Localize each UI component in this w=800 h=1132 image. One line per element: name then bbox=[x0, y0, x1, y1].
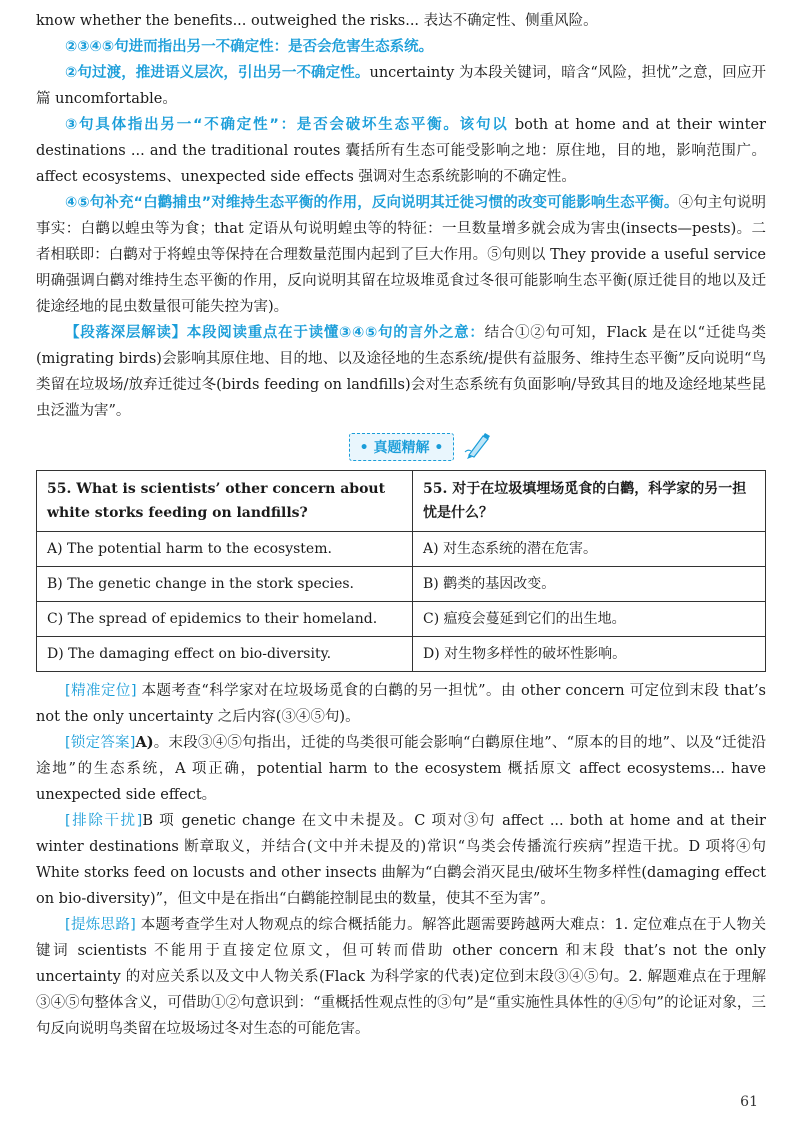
question-en: 55. What is scientists’ other concern about white storks feeding on landfills? bbox=[37, 471, 413, 532]
highlight-text: ②句过渡，推进语义层次，引出另一不确定性。 bbox=[65, 65, 370, 81]
banner-dot-left: • bbox=[359, 439, 369, 456]
highlight-text: 【段落深层解读】本段阅读重点在于读懂③④⑤句的言外之意： bbox=[65, 325, 485, 341]
paragraph-sentence-3 bbox=[36, 112, 766, 190]
analysis-locate bbox=[36, 678, 766, 730]
option-en: A) The potential harm to the ecosystem. bbox=[37, 532, 413, 567]
analysis-exclude bbox=[36, 808, 766, 912]
table-row bbox=[37, 637, 766, 672]
body-text: B 项 genetic change 在文中未提及。C 项对③句 affect ... both at home and at their winter destinations 断章取义，并结合(文中并未提及的)常识“鸟类会传播流行疾病”捏造干扰。D 项将④句 White storks feed on locusts and other insects 曲解为“白鹳会消灭昆虫/破坏生物多样性(damaging effect on bio-diversity)”，但文中是在指出“白鹳能控制昆虫的数量，使其不至为害”。 bbox=[36, 813, 766, 907]
paragraph-continued: know whether the benefits... outweighed the risks... 表达不确定性、侧重风险。 bbox=[36, 13, 598, 29]
body-text: 。末段③④⑤句指出，迁徙的鸟类很可能会影响“白鹳原住地”、“原本的目的地”、以及“迁徙沿途地”的生态系统，A 项正确，potential harm to the ecosystem 概括原文 affect ecosystems... have unexpected side effect。 bbox=[36, 735, 766, 803]
paragraph-sentence-2 bbox=[36, 60, 766, 112]
analysis-think bbox=[36, 912, 766, 1042]
question-zh: 55. 对于在垃圾填埋场觅食的白鹳，科学家的另一担忧是什么？ bbox=[413, 471, 766, 532]
body-text: 结合①②句可知，Flack 是在以“迁徙鸟类(migrating birds)会影响其原住地、目的地、以及途径地的生态系统/提供有益服务、维持生态平衡”反向说明“鸟类留在垃圾场/放弃迁徙过冬(birds feeding on landfills)会对生态系统有负面影响/导致其目的地及途经地某些昆虫泛滥为害”。 bbox=[36, 325, 766, 419]
option-zh: A) 对生态系统的潜在危害。 bbox=[413, 532, 766, 567]
body-text: ④句主句说明事实：白鹳以蝗虫等为食；that 定语从句说明蝗虫等的特征：一旦数量增多就会成为害虫(insects—pests)。二者相联即：白鹳对于将蝗虫等保持在合理数量范围内起到了巨大作用。⑤句则以 They provide a useful service 明确强调白鹳对维持生态平衡的作用，反向说明其留在垃圾堆觅食过冬很可能影响生态平衡(原迁徙目的地以及迁徙途经地的昆虫数量很可能失控为害)。 bbox=[36, 195, 766, 315]
section-banner bbox=[36, 430, 766, 464]
banner-title: 真题精解 bbox=[373, 439, 430, 456]
option-en: C) The spread of epidemics to their homeland. bbox=[37, 602, 413, 637]
highlight-text: ②③④⑤句进而指出另一不确定性：是否会危害生态系统。 bbox=[65, 39, 434, 55]
banner-dot-right: • bbox=[434, 439, 444, 456]
option-zh: C) 瘟疫会蔓延到它们的出生地。 bbox=[413, 602, 766, 637]
analysis-tag: [提炼思路] bbox=[65, 917, 136, 933]
paragraph-deep-reading bbox=[36, 320, 766, 424]
body-text: both at home and at their winter destinations ... and the traditional routes 囊括所有生态可能受影响之地：原住地，目的地，影响范围广。affect ecosystems、unexpected side effects 强调对生态系统影响的不确定性。 bbox=[36, 117, 766, 185]
analysis-tag: [锁定答案] bbox=[65, 735, 136, 751]
analysis-tag: [精准定位] bbox=[65, 683, 137, 699]
table-row bbox=[37, 602, 766, 637]
analysis-tag: [排除干扰] bbox=[65, 813, 143, 829]
document-page bbox=[36, 8, 766, 1042]
body-text: 本题考查学生对人物观点的综合概括能力。解答此题需要跨越两大难点：1. 定位难点在于人物关键词 scientists 不能用于直接定位原文，但可转而借助 other concern 和末段 that’s not the only uncertainty 的对应关系以及文中人物关系(Flack 为科学家的代表)定位到末段③④⑤句。2. 解题难点在于理解③④⑤句整体含义，可借助①②句意识到：“重概括性观点性的③句”是“重实施性具体性的④⑤句”的论证对象，三句反向说明鸟类留在垃圾场过冬对生态的可能危害。 bbox=[36, 917, 766, 1037]
option-en: D) The damaging effect on bio-diversity. bbox=[37, 637, 413, 672]
option-en: B) The genetic change in the stork species. bbox=[37, 567, 413, 602]
answer-letter: A) bbox=[135, 734, 154, 751]
table-row bbox=[37, 471, 766, 532]
body-text: uncertainty 为本段关键词，暗含“风险，担忧”之意，回应开篇 uncomfortable。 bbox=[36, 65, 766, 107]
body-text: 本题考查“科学家对在垃圾场觅食的白鹳的另一担忧”。由 other concern 可定位到末段 that’s not the only uncertainty 之后内容(③④⑤句)。 bbox=[36, 683, 766, 725]
highlight-text: ③句具体指出另一“不确定性”：是否会破坏生态平衡。该句以 bbox=[65, 117, 509, 133]
highlight-text: ④⑤句补充“白鹳捕虫”对维持生态平衡的作用，反向说明其迁徙习惯的改变可能影响生态平衡。 bbox=[65, 195, 679, 211]
analysis-answer bbox=[36, 730, 766, 808]
table-row bbox=[37, 532, 766, 567]
option-zh: B) 鹳类的基因改变。 bbox=[413, 567, 766, 602]
option-zh: D) 对生物多样性的破坏性影响。 bbox=[413, 637, 766, 672]
page-number: 61 bbox=[740, 1094, 758, 1110]
pen-icon bbox=[463, 430, 493, 464]
question-table bbox=[36, 470, 766, 672]
banner-label bbox=[349, 433, 455, 461]
paragraph-point-2345 bbox=[36, 34, 766, 60]
paragraph-sentence-45 bbox=[36, 190, 766, 320]
table-row bbox=[37, 567, 766, 602]
